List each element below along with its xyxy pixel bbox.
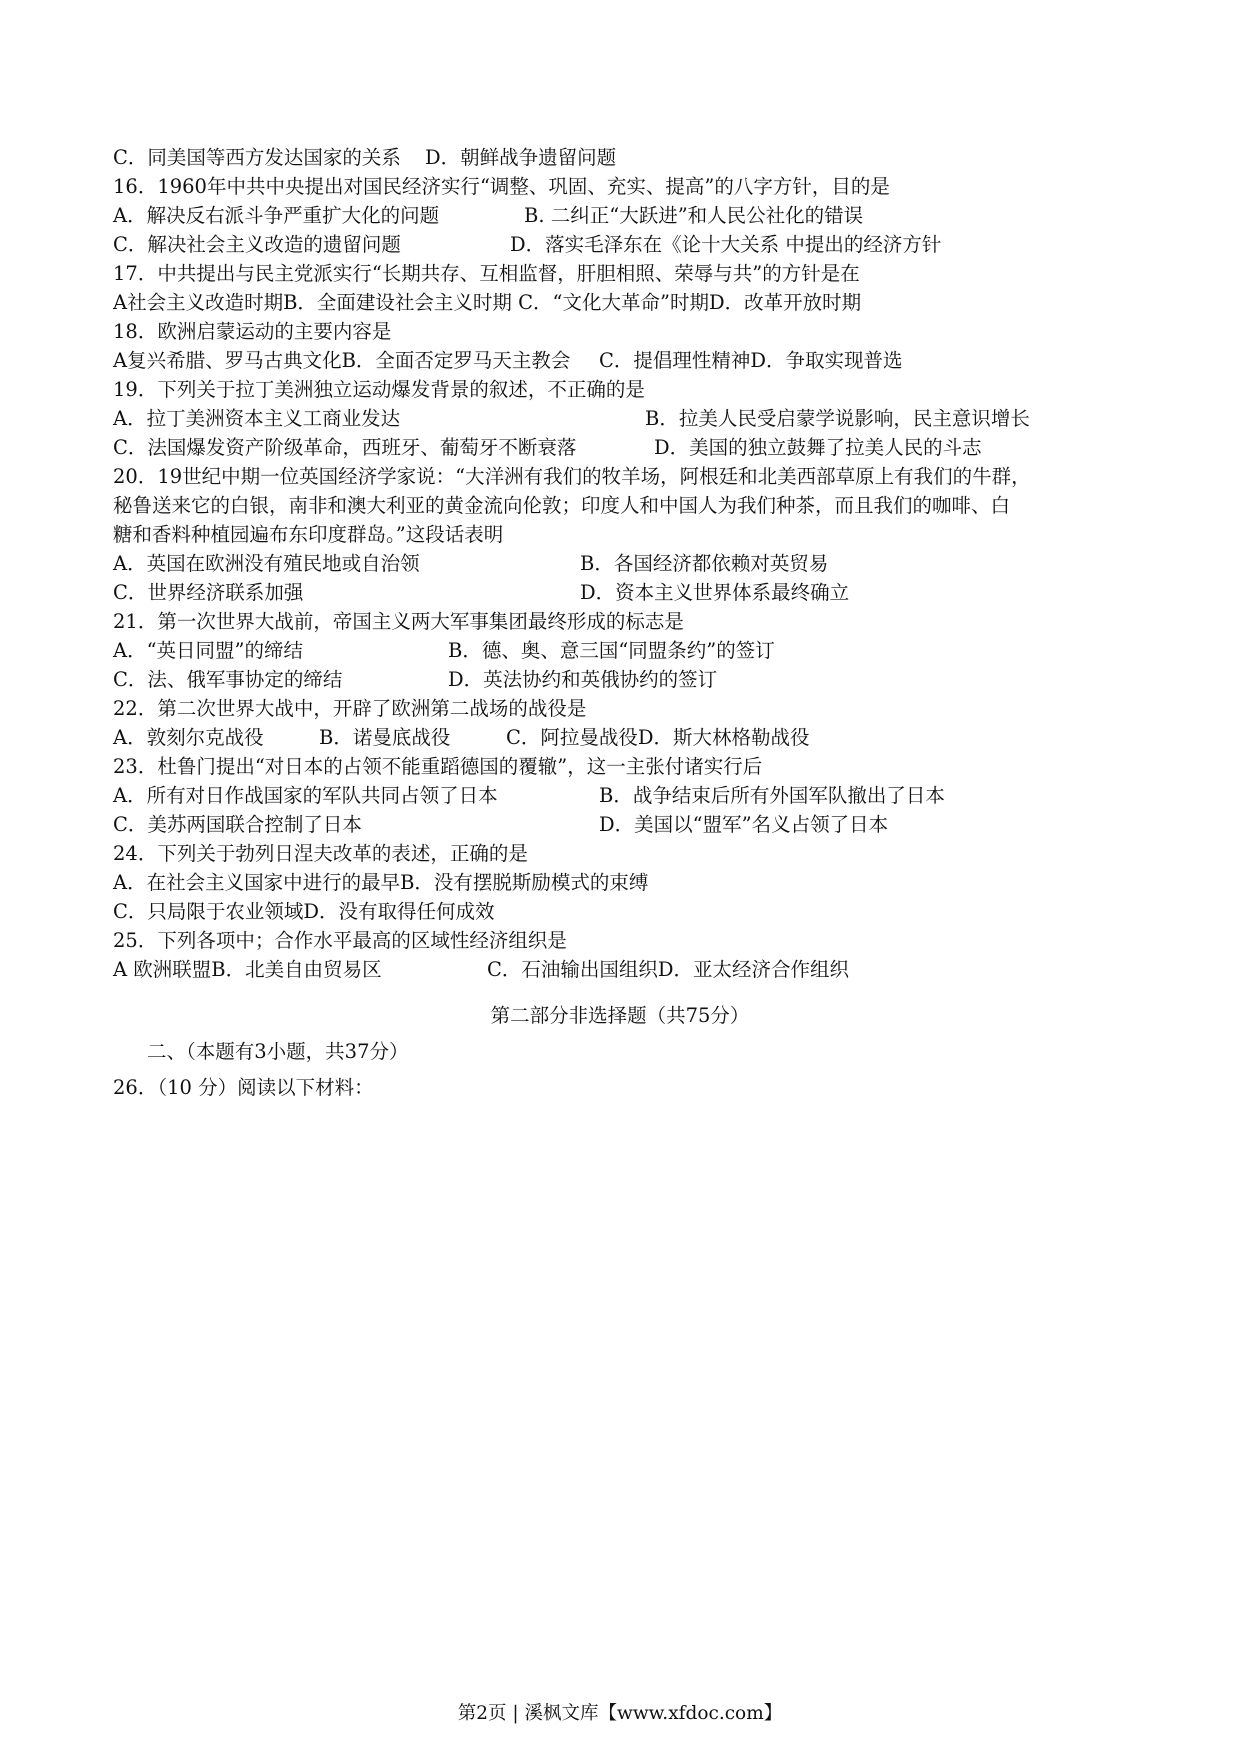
q18-stem: 18．欧洲启蒙运动的主要内容是 — [113, 320, 392, 343]
q23-option-b: B．战争结束后所有外国军队撤出了日本 — [599, 784, 945, 807]
q24-options-cd: C．只局限于农业领域D．没有取得任何成效 — [113, 900, 495, 923]
q23-stem: 23．杜鲁门提出“对日本的占领不能重蹈德国的覆辙”，这一主张付诸实行后 — [113, 755, 763, 778]
q23-option-a: A．所有对日作战国家的军队共同占领了日本 — [113, 784, 498, 807]
q21-option-a: A．“英日同盟”的缔结 — [113, 639, 304, 662]
q18-option-cd: C．提倡理性精神D．争取实现普选 — [599, 349, 903, 372]
part2-section-heading: 二、（本题有3小题，共37分） — [147, 1040, 409, 1063]
q19-option-b: B．拉美人民受启蒙学说影响，民主意识增长 — [645, 407, 1030, 430]
q20-option-d: D．资本主义世界体系最终确立 — [580, 581, 850, 604]
q17-stem: 17．中共提出与民主党派实行“长期共存、互相监督，肝胆相照、荣辱与共”的方针是在 — [113, 262, 860, 285]
q24-options-ab: A．在社会主义国家中进行的最早B．没有摆脱斯励模式的束缚 — [113, 871, 649, 894]
q24-stem: 24．下列关于勃列日涅夫改革的表述，正确的是 — [113, 842, 528, 865]
q20-option-a: A．英国在欧洲没有殖民地或自治领 — [113, 552, 420, 575]
q25-option-cd: C．石油输出国组织D．亚太经济合作组织 — [487, 958, 850, 981]
q25-stem: 25．下列各项中；合作水平最高的区域性经济组织是 — [113, 929, 567, 952]
q15-option-c: C．同美国等西方发达国家的关系 — [113, 146, 401, 169]
q22-stem: 22．第二次世界大战中，开辟了欧洲第二战场的战役是 — [113, 697, 587, 720]
q22-option-b: B．诺曼底战役 — [319, 726, 451, 749]
part2-title: 第二部分非选择题（共75分） — [490, 1004, 750, 1027]
q20-stem-1: 20．19世纪中期一位英国经济学家说：“大洋洲有我们的牧羊场，阿根廷和北美西部草原上有我们的牛群， — [113, 465, 1031, 488]
q19-option-a: A．拉丁美洲资本主义工商业发达 — [113, 407, 401, 430]
q19-stem: 19．下列关于拉丁美洲独立运动爆发背景的叙述，不正确的是 — [113, 378, 645, 401]
q16-option-a: A．解决反右派斗争严重扩大化的问题 — [113, 204, 440, 227]
q16-option-c: C．解决社会主义改造的遗留问题 — [113, 233, 401, 256]
q16-option-b: B. 二纠正“大跃进”和人民公社化的错误 — [524, 204, 864, 227]
q19-option-c: C．法国爆发资产阶级革命，西班牙、葡萄牙不断衰落 — [113, 436, 577, 459]
q16-stem: 16．1960年中共中央提出对国民经济实行“调整、巩固、充实、提高”的八字方针，目的是 — [113, 175, 890, 198]
q21-stem: 21．第一次世界大战前，帝国主义两大军事集团最终形成的标志是 — [113, 610, 684, 633]
q17-options: A社会主义改造时期B．全面建设社会主义时期 C．“文化大革命”时期D．改革开放时期 — [113, 291, 862, 314]
q23-option-d: D．美国以“盟军”名义占领了日本 — [599, 813, 889, 836]
q15-option-d: D．朝鲜战争遗留问题 — [425, 146, 617, 169]
q18-option-ab: A复兴希腊、罗马古典文化B．全面否定罗马天主教会 — [113, 349, 571, 372]
q16-option-d: D．落实毛泽东在《论十大关系 中提出的经济方针 — [510, 233, 942, 256]
q20-stem-2: 秘鲁送来它的白银，南非和澳大利亚的黄金流向伦敦；印度人和中国人为我们种茶，而且我们的咖啡、白 — [113, 494, 1011, 517]
q25-option-ab: A 欧洲联盟B．北美自由贸易区 — [113, 958, 382, 981]
q20-option-c: C．世界经济联系加强 — [113, 581, 304, 604]
q19-option-d: D．美国的独立鼓舞了拉美人民的斗志 — [654, 436, 982, 459]
q20-option-b: B．各国经济都依赖对英贸易 — [580, 552, 829, 575]
q20-stem-3: 糖和香料种植园遍布东印度群岛。”这段话表明 — [113, 523, 504, 546]
q21-option-c: C．法、俄军事协定的缔结 — [113, 668, 343, 691]
q21-option-b: B．德、奥、意三国“同盟条约”的签订 — [448, 639, 775, 662]
q23-option-c: C．美苏两国联合控制了日本 — [113, 813, 362, 836]
q22-option-cd: C．阿拉曼战役D．斯大林格勒战役 — [506, 726, 810, 749]
q22-option-a: A．敦刻尔克战役 — [113, 726, 264, 749]
q26-stem: 26．（10 分）阅读以下材料： — [113, 1076, 374, 1099]
page-footer: 第2页 | 溪枫文库【www.xfdoc.com】 — [457, 1703, 783, 1724]
q21-option-d: D．英法协约和英俄协约的签订 — [448, 668, 718, 691]
